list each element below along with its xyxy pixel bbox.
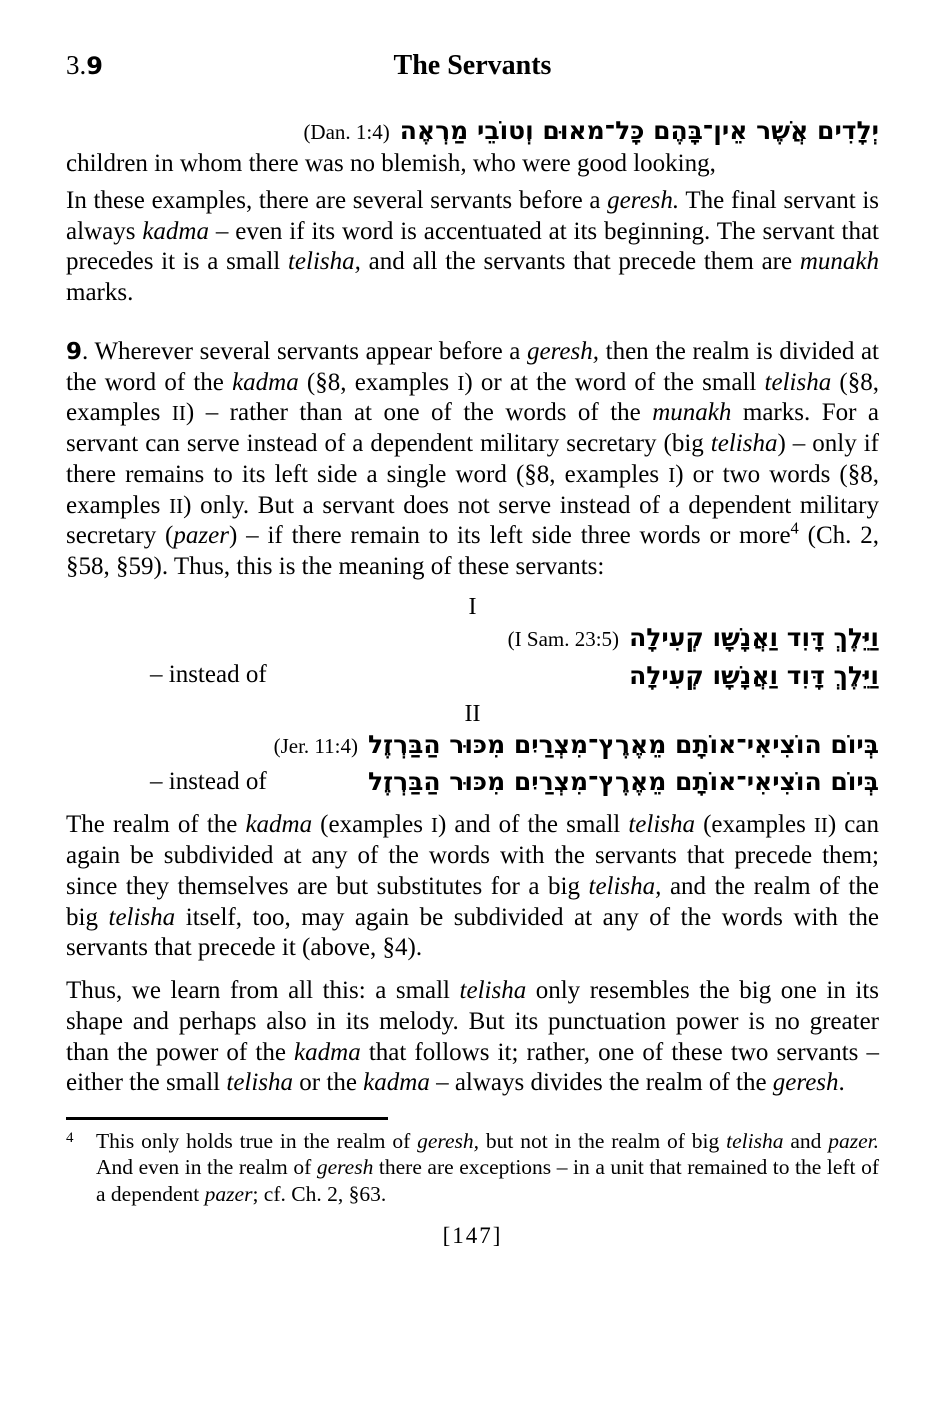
footnote-4 <box>66 1128 879 1207</box>
section-number-digit: 9 <box>86 52 103 80</box>
citation-daniel: (Dan. 1:4) <box>303 120 390 144</box>
example-2-instead-row <box>66 767 879 796</box>
example-2-label: II <box>464 700 481 727</box>
page-number: [147] <box>442 1223 503 1249</box>
footnote-text: This only holds true in the realm of geresh, but not in the realm of big telisha and pazer. And even in the realm of geresh there are exceptions – in a unit that remained to the left of a dependent pazer; cf. Ch. 2, §63. <box>96 1129 879 1206</box>
hebrew-text-samuel-alt: וַיֵּלֶךְ דָּוִד וַאֲנָשָׁו קְעִילָה <box>629 660 879 690</box>
example-2-quote <box>66 728 879 762</box>
section-number-prefix: 3. <box>66 50 87 80</box>
hebrew-text-daniel: יְלָדִים אֲשֶׁר אֵין־בָּהֶם כָּל־מאוּם וְטוֹבֵי מַרְאֶה <box>399 116 879 145</box>
example-1-label: I <box>468 593 477 620</box>
quote-translation: children in whom there was no blemish, who were good looking, <box>66 149 716 177</box>
hebrew-text-jeremiah-alt: בְּיוֹם הוֹצִיאִי־אוֹתָם מֵאֶרֶץ־מִצְרַיִם מִכּוּר הַבַּרְזֶל <box>367 767 879 797</box>
citation-jeremiah: (Jer. 11:4) <box>273 733 358 758</box>
section-number <box>66 50 103 81</box>
example-1-instead-row <box>66 661 879 690</box>
footnote-marker: 4 <box>66 1130 74 1146</box>
example-block-2 <box>66 702 879 797</box>
paragraph-section-9: 9. Wherever several servants appear before a geresh, then the realm is divided at the word of the kadma (§8, examples I) or at the word of the small telisha (§8, examples II) – rather than at one of the words of the munakh marks. For a servant can serve instead of a dependent military secretary (big telisha) – only if there remains to its left side a single word (§8, examples I) or two words (§8, examples II) only. But a servant does not serve instead of a dependent military secretary (pazer) – if there remain to its left side three words or more$^4$ (Ch. 2, §58, §59). Thus, this is the meaning of these servants: <box>66 337 880 580</box>
hebrew-text-jeremiah: בְּיוֹם הוֹצִיאִי־אוֹתָם מֵאֶרֶץ־מִצְרַיִם מִכּוּר הַבַּרְזֶל <box>367 729 879 759</box>
paragraph-intro: In these examples, there are several servants before a geresh. The final servant is always kadma – even if its word is accentuated at its beginning. The servant that precedes it is a small telisha, and all the servants that precede them are munakh marks. <box>66 186 880 306</box>
example-1-instead-of-label: – instead of <box>150 661 267 688</box>
footnote-separator <box>66 1117 388 1120</box>
citation-samuel: (I Sam. 23:5) <box>507 626 620 651</box>
scripture-quote-daniel <box>66 114 879 148</box>
paragraph-thus: Thus, we learn from all this: a small telisha only resembles the big one in its shape and perhaps also in its melody. But its punctuation power is no greater than the power of the kadma that follows it; rather, one of these two servants – either the small telisha or the kadma – always divides the realm of the geresh. <box>66 977 879 1097</box>
example-2-instead-of-label: – instead of <box>150 767 267 795</box>
paragraph-realm: The realm of the kadma (examples I) and of the small telisha (examples II) can again be subdivided at any of the words with the servants that precede them; since they themselves are but substitutes for a big telisha, and the realm of the big telisha itself, too, may again be subdivided at any of the words with the servants that precede it (above, §4). <box>66 811 879 962</box>
page-header <box>66 50 879 88</box>
hebrew-text-samuel: וַיֵּלֶךְ דָּוִד וַאֲנָשָׁו קְעִילָה <box>629 622 879 652</box>
page-title: The Servants <box>393 50 552 81</box>
example-1-quote <box>66 621 879 655</box>
example-block-1 <box>66 595 879 690</box>
